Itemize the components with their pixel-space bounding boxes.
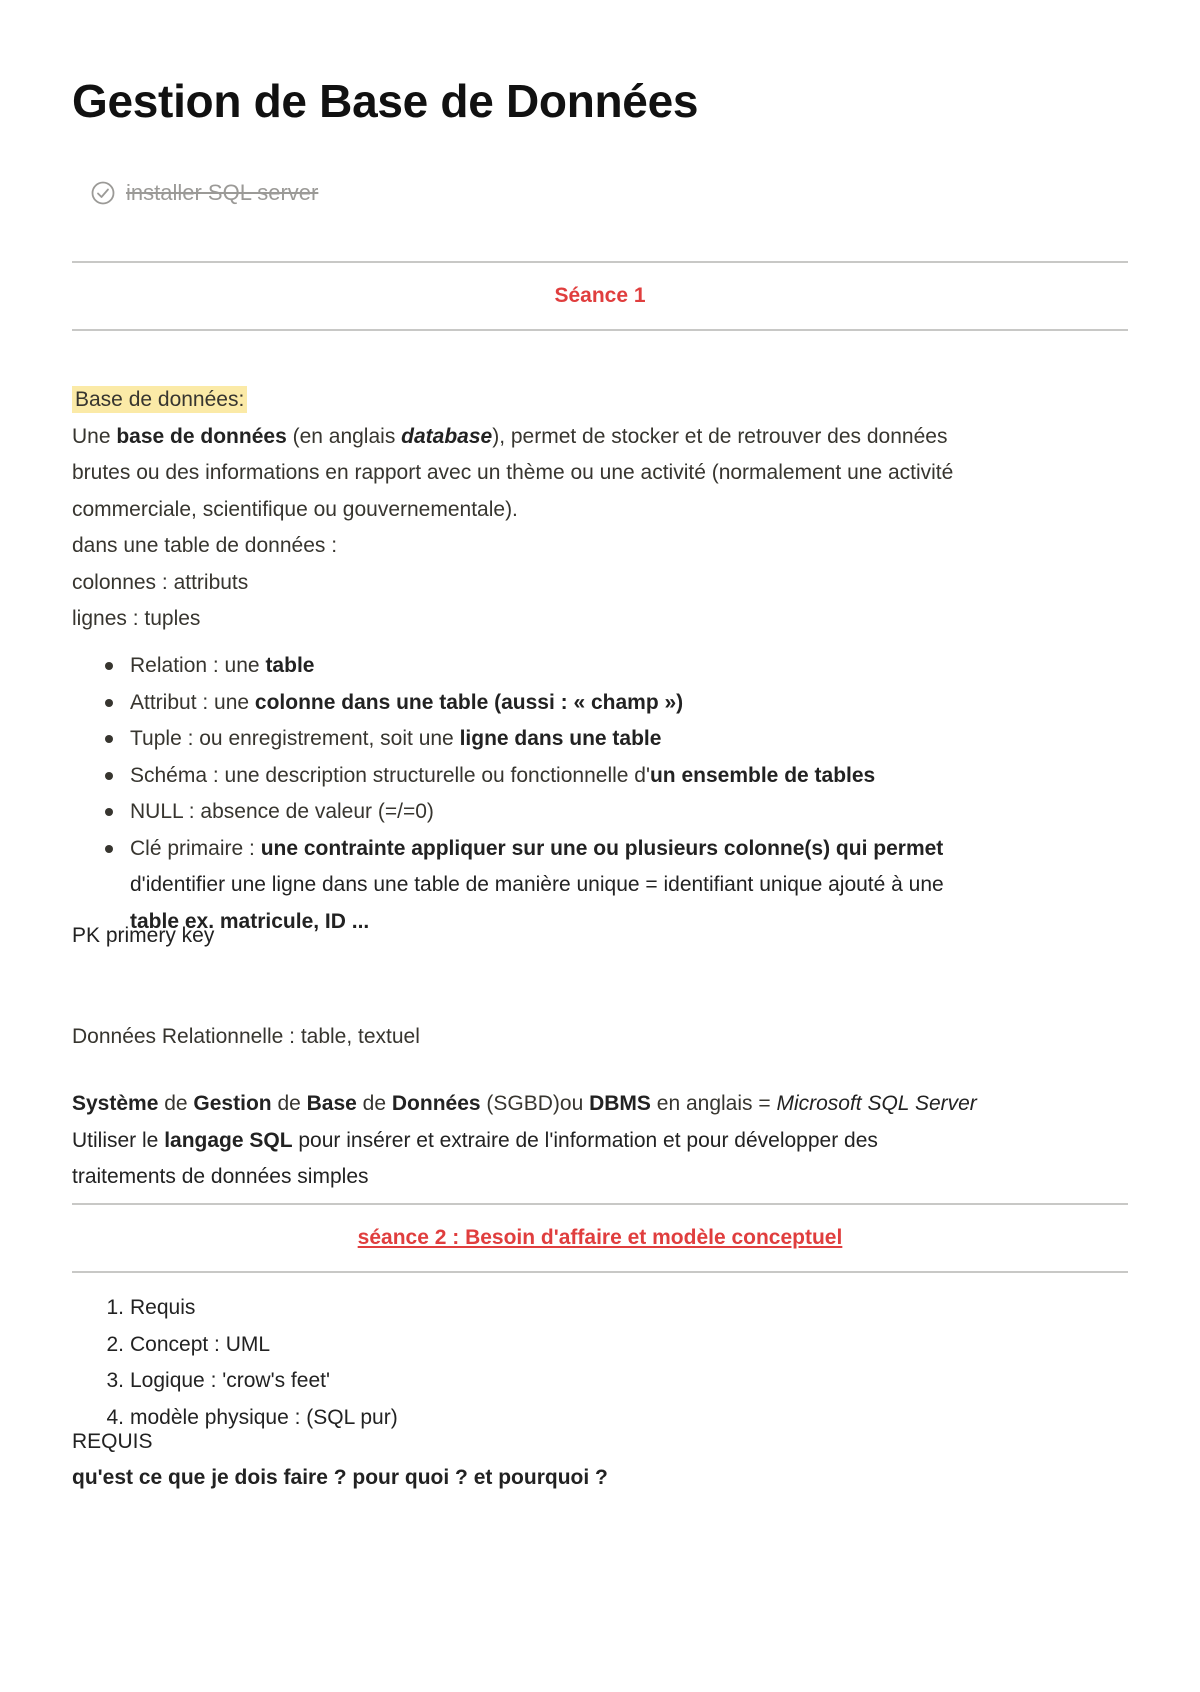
paragraph-line: dans une table de données : [72, 534, 338, 557]
section-heading-seance-2: séance 2 : Besoin d'affaire et modèle conceptuel [357, 1226, 843, 1249]
definitions-list [72, 648, 1130, 940]
list-item: Tuple : ou enregistrement, soit une ligne dans une table [130, 721, 1130, 758]
paragraph-line: traitements de données simples [72, 1165, 369, 1188]
paragraph-line: Utiliser le langage SQL pour insérer et extraire de l'information et pour développer des [72, 1128, 878, 1152]
paragraph-line: brutes ou des informations en rapport avec un thème ou une activité (normalement une activité [72, 461, 954, 484]
steps-list [72, 1290, 1130, 1436]
divider [72, 261, 1128, 263]
sgbd-paragraph [72, 1086, 1132, 1196]
list-item: 1. Requis [106, 1296, 196, 1319]
page-title: Gestion de Base de Données [72, 75, 699, 127]
requis-label: REQUIS [72, 1430, 153, 1453]
list-item: Attribut : une colonne dans une table (aussi : « champ ») [130, 685, 1130, 722]
paragraph-line: lignes : tuples [72, 607, 201, 630]
list-item: 3. Logique : 'crow's feet' [106, 1369, 330, 1392]
todo-item[interactable] [90, 180, 318, 206]
section-heading-seance-1: Séance 1 [554, 284, 646, 307]
pk-line: PK primery key [72, 924, 215, 947]
database-definition [72, 382, 1132, 638]
list-item: NULL : absence de valeur (=/=0) [130, 794, 1130, 831]
highlighted-label: Base de données: [72, 386, 247, 413]
list-item: Relation : une table [130, 648, 1130, 685]
list-item: Schéma : une description structurelle ou fonctionnelle d'un ensemble de tables [130, 758, 1130, 795]
divider [72, 329, 1128, 331]
divider [72, 1203, 1128, 1205]
list-item: 4. modèle physique : (SQL pur) [106, 1405, 398, 1429]
divider [72, 1271, 1128, 1273]
paragraph-line: Système de Gestion de Base de Données (SGBD)ou DBMS en anglais = Microsoft SQL Server [72, 1092, 977, 1115]
list-item: 2. Concept : UML [106, 1332, 271, 1356]
question-line: qu'est ce que je dois faire ? pour quoi ? et pourquoi ? [72, 1466, 608, 1489]
paragraph-line: Une base de données (en anglais database), permet de stocker et de retrouver des données [72, 424, 948, 448]
list-item: Clé primaire : une contrainte appliquer sur une ou plusieurs colonne(s) qui permet d'identifier une ligne dans une table de manière unique = identifiant unique ajouté à une table ex. matricule, ID ... [130, 831, 1130, 941]
todo-label: installer SQL server [126, 180, 319, 205]
paragraph-line: commerciale, scientifique ou gouvernementale). [72, 497, 518, 521]
paragraph-line: colonnes : attributs [72, 570, 249, 594]
relational-line: Données Relationnelle : table, textuel [72, 1025, 420, 1048]
checked-circle-icon[interactable] [90, 180, 116, 206]
